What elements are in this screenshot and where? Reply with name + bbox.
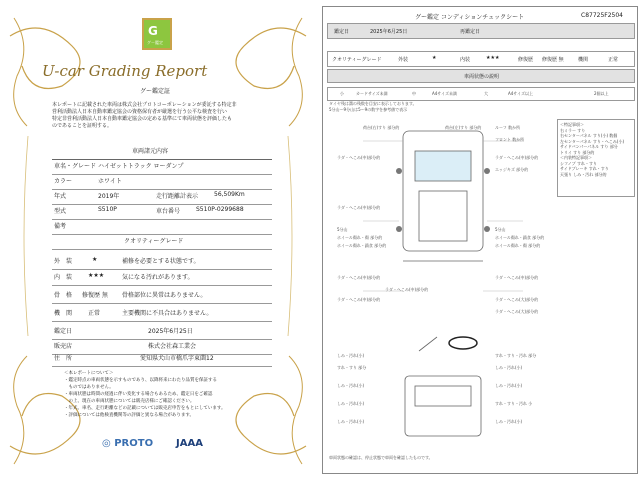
goo-badge-logo: G グー鑑定 [142,18,172,50]
damage-label: ラダ・へこみ(大)部分的 [495,309,539,314]
interior-label: しみ・汚れ(小) [337,401,365,406]
remarks-box: ＜特記事項＞ 右ミラー すり 右センターパネル すり(小) 数個 左センターパネル すり・へこみ(小) サイドバンパーパネル すり 部分 トリイ すり 部分的 ＜内装特記事項＞ シフノブ すれ・すり サイドブレーキ すれ・すり 天張り しみ・汚れ 部分的 [557,119,635,197]
damage-label: ラダ・へこみ(中)部分的 [495,275,539,280]
interior-label: しみ・汚れ(小) [495,383,523,388]
sheet-title: グー鑑定 コンディションチェックシート [415,14,525,21]
tire-tread-label: 5分山 [495,227,506,232]
damage-label: エッジキズ 部分的 [495,167,529,172]
interior-label: しみ・汚れ(小) [337,383,365,388]
damage-label: ラダ・へこみ(大)部分的 [495,297,539,302]
date-row: 鑑定日 2025年6月25日 再鑑定日 [327,23,635,39]
proto-mark-icon: ◎ [102,438,111,449]
size-legend: 小 カードサイズ未満 中 A4サイズ未満 大 A4サイズ以上 2個以上 [327,87,635,101]
damage-label: ホイール傷れ・傷 部分的 [495,243,541,248]
damage-label: ラダ・へこみ(中)部分的 [337,297,381,302]
interior-label: しみ・汚れ(小) [495,419,523,424]
description-header: 車両状態の説明 [327,69,635,83]
interior-label: すれ・すり・汚れ 小 [495,401,533,406]
tire-note-2: 5分山～9分山は5～9の数字を参考値で表示 [329,107,408,112]
damage-label: ホイール傷れ・傷 部分的 [337,235,383,240]
interior-label: すれ・すり 部分 [337,365,367,370]
tire-note-1: タイヤ残は溝の残数を目安に表示しております。 [329,101,417,106]
color-row: カラー ホワイト [52,174,272,190]
jaaa-logo: JAAA [176,438,203,449]
sheet-footer: 車両状態の確認は、停止状態で車両を確認したものです。 [329,455,433,460]
address-row: 住 所 愛知県犬山市橋爪字東薗12 [52,351,272,367]
appraisal-date-row: 鑑定日 2025年6月25日 [52,324,272,340]
interior-label: しみ・汚れ(小) [495,365,523,370]
quality-row: クオリティーグレード 外装 ★ 内装 ★★★ 修復歴 修復歴 無 機関 正常 [327,51,635,67]
report-notes: ＜本レポートについて＞ ・鑑定時点の車両状態を示すものであり、以降将来にわたり品質を保証する ものではありません。 ・車両状態は時間の経過に伴い変化する場合もあるため、鑑定日をご確認 の上、現在の車両状態については販売店様にご確認ください。 ・年式、車名、走行距離などの記載については販売店申告をもとにしています。 ・評価については他検査機関等の評価と異なる場合があります。 [64,371,226,418]
frame-row: 骨 格 修復歴 無 骨格部位に異常はありません。 [52,288,272,304]
damage-label: 荷台(右)すり 部分的 [363,125,400,130]
damage-label: ラダ・へこみ(中)部分的 [337,205,381,210]
type-row: 型式 S510P 車台番号 S510P-0299688 [52,204,272,220]
tire-tread-label: 5分山 [337,227,348,232]
proto-logo: ◎ PROTO [102,438,154,449]
report-title: U-car Grading Report [42,62,208,80]
interior-label: しみ・汚れ(小) [337,353,365,358]
year-row: 年式 2019年 走行距離計表示 56,509Km [52,189,272,205]
vehicle-section-header: 車両諸元内容 [52,144,272,160]
engine-row: 機 関 正常 主要機関に不具合はありません。 [52,306,272,322]
damage-label: フロント 数か所 [495,137,525,142]
steering-wheel-icon [449,337,477,349]
quality-section-header: クオリティーグレード [52,234,272,250]
badge-text: グー鑑定 [147,40,163,45]
interior-label: すれ・すり・汚れ 部分 [495,353,537,358]
dealer-row: 販売店 株式会社森工業会 [52,339,272,355]
damage-label: ラダ・へこみ(中)部分的 [385,287,429,292]
intro-text: 本レポートに記載された車両は株式会社プロトコーポレーションが委託する特定非 営利活動法人日本自動車鑑定協会の資格保有者が厳選を行う公平な検査を行い 特定非営利活動法人日本自動車鑑定協会の定める基準にて車両状態を評価したも のであることを証明する。 [52,102,237,129]
exterior-row: 外 装 ★ 補修を必要とする状態です。 [52,254,272,270]
interior-label: しみ・汚れ(小) [337,419,365,424]
condition-check-sheet [322,6,638,474]
damage-label: ホイール傷れ・錆食 部分的 [337,243,387,248]
report-subtitle: グー鑑定証 [140,88,171,95]
damage-label: ルーフ 数か所 [495,125,521,130]
interior-row: 内 装 ★★★ 気になる汚れがあります。 [52,270,272,286]
damage-label: ラダ・へこみ(中)部分的 [337,275,381,280]
damage-label: ラダ・へこみ(中)部分的 [495,155,539,160]
remarks-row: 備考 [52,219,272,235]
damage-label: 荷台(左)すり 部分的 [445,125,482,130]
model-row: 車名・グレード ハイゼットトラック ローダンプ [52,159,272,175]
sheet-code: C87725F2504 [581,12,623,19]
grading-report-certificate [2,6,314,474]
damage-label: ラダ・へこみ(中)部分的 [337,155,381,160]
damage-label: ホイール傷れ・錆食 部分的 [495,235,545,240]
